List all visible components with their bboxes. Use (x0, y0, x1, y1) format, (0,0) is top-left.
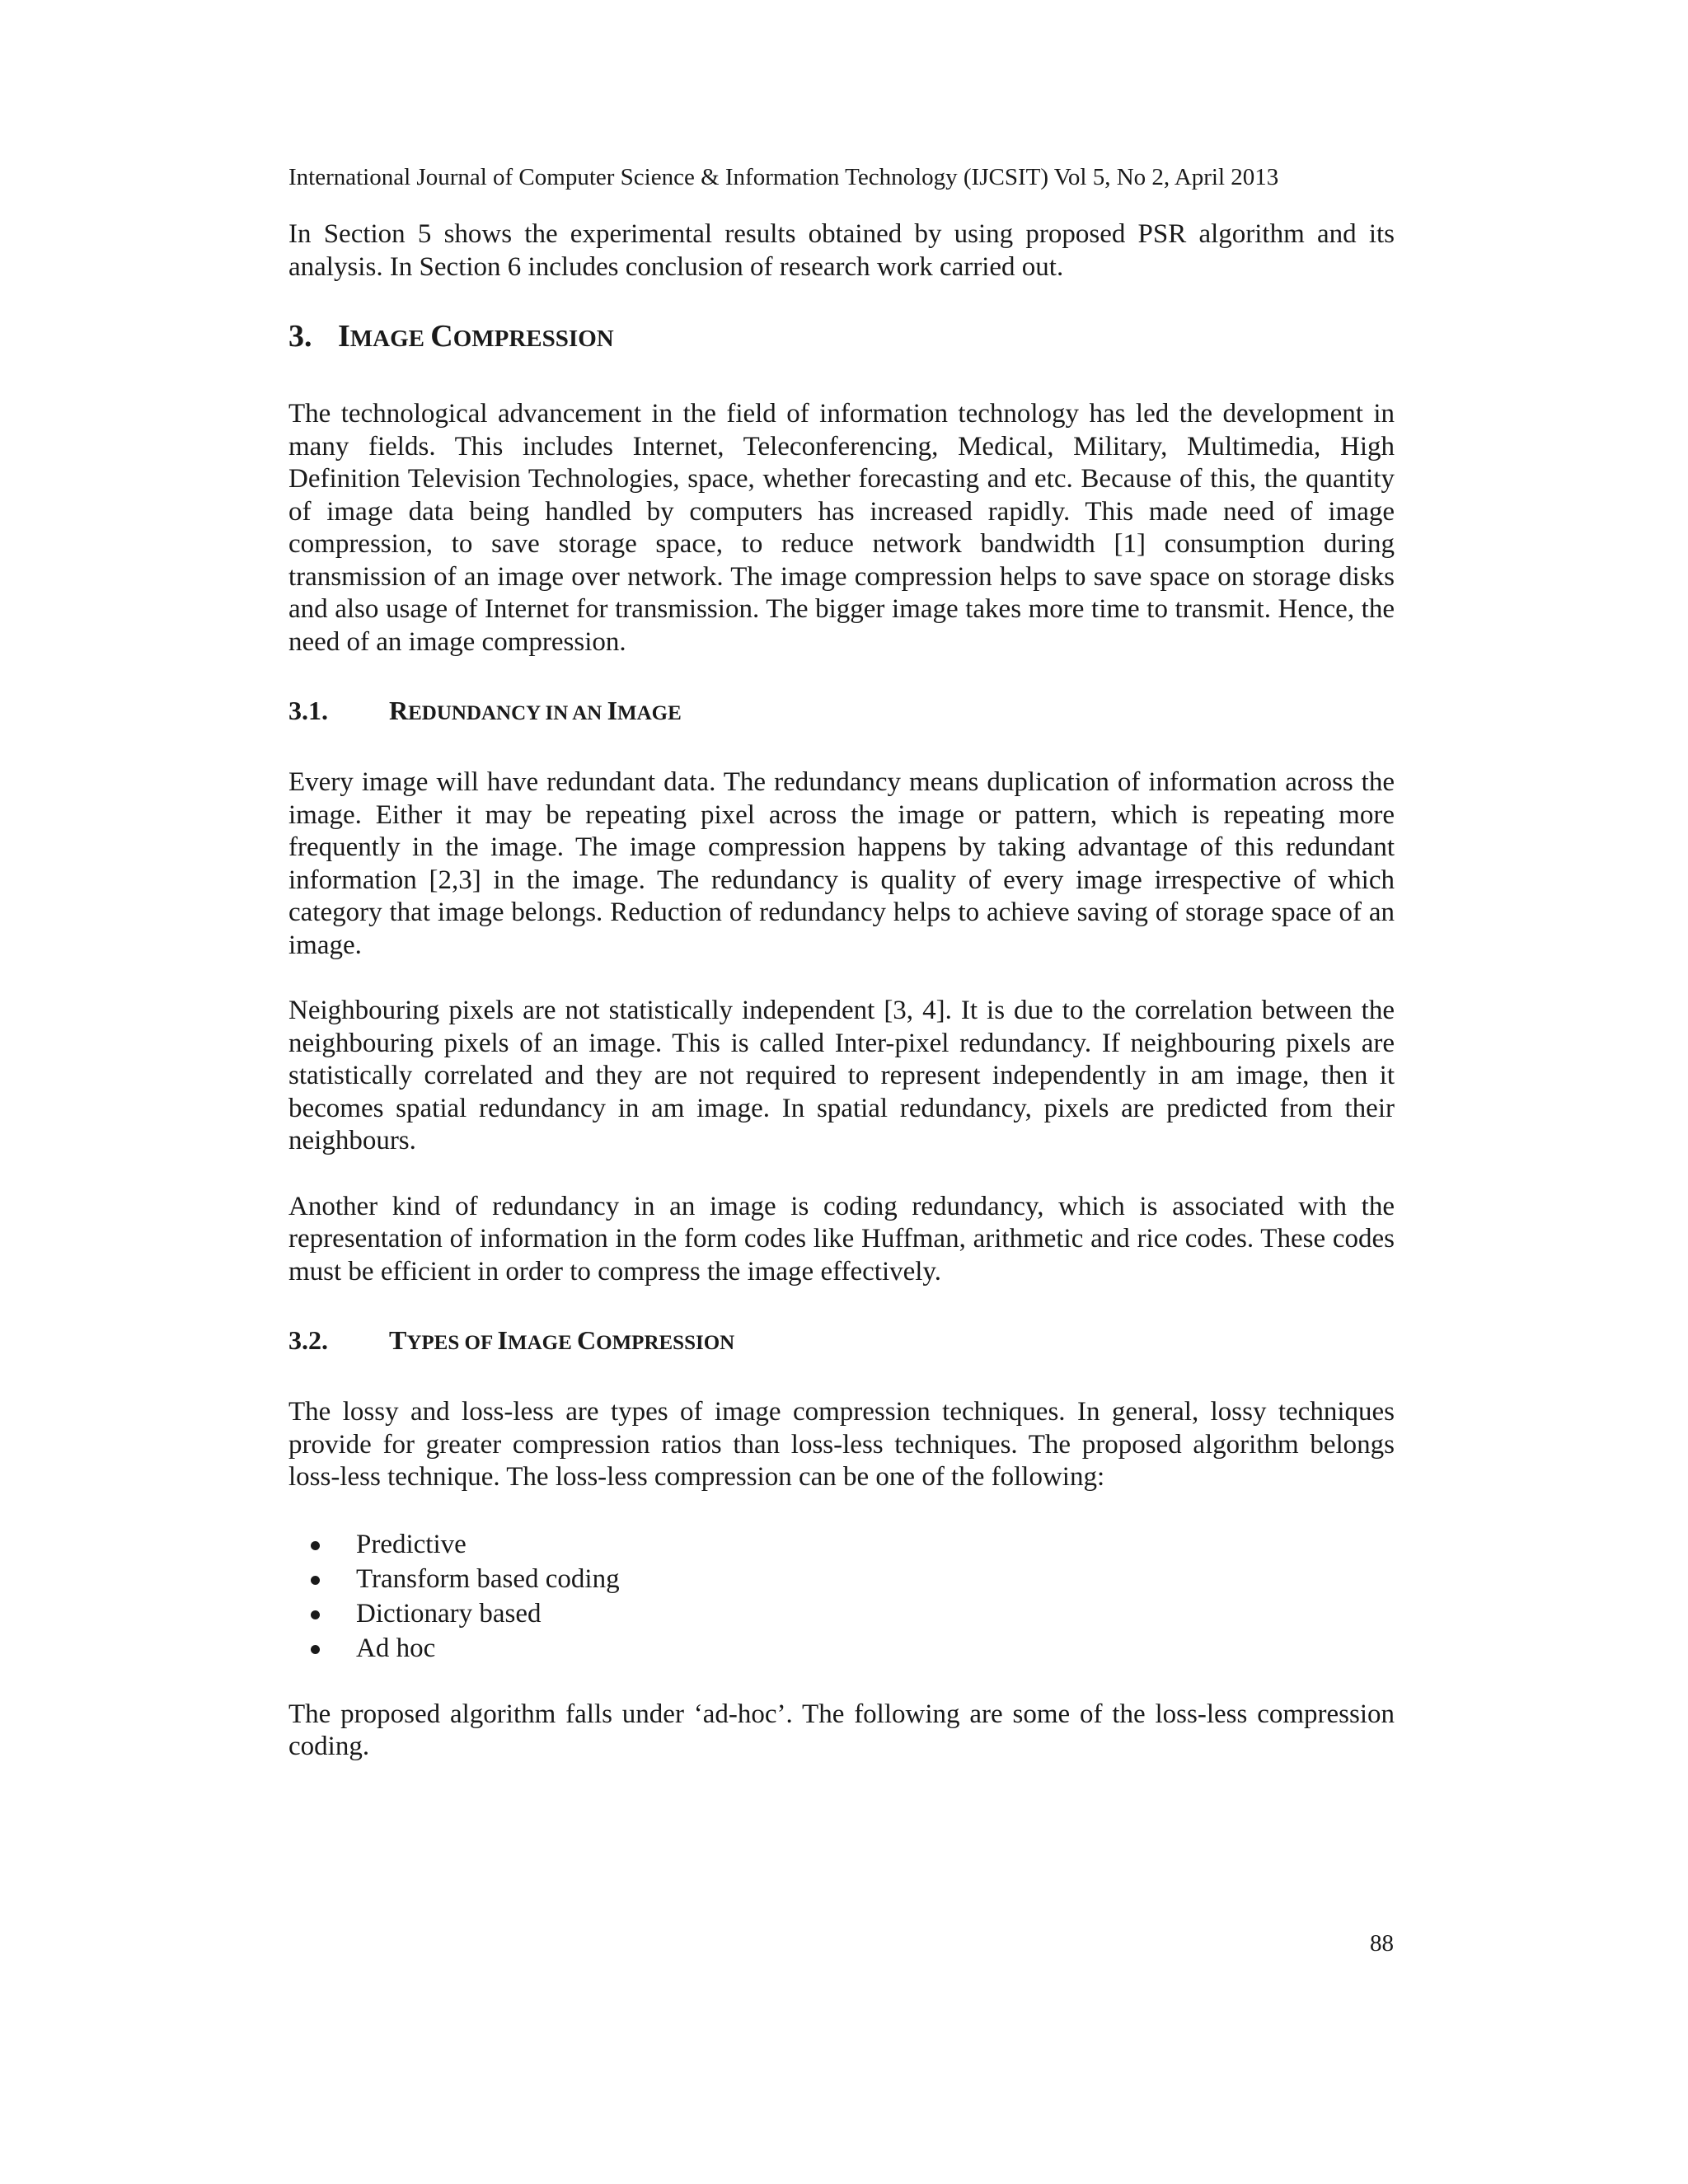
list-item: Transform based coding (288, 1562, 1395, 1596)
list-item: Dictionary based (288, 1596, 1395, 1631)
section-3-2-paragraph: The lossy and loss-less are types of image compression techniques. In general, lossy techniques provide for greater compression ratios than loss-less techniques. The proposed algorithm belongs loss-less technique. The loss-less compression can be one of the following: (288, 1397, 1395, 1492)
compression-types-list (288, 1527, 1395, 1666)
page-body (288, 161, 1395, 1764)
section-3-2-heading: 3.2. TYPES OF IMAGE COMPRESSION (288, 1325, 735, 1355)
page-number: 88 (1370, 1930, 1394, 1957)
section-3-heading: 3. IMAGE COMPRESSION (288, 319, 614, 354)
section-3-1-number: 3.1. (288, 696, 328, 725)
section-3-number: 3. (288, 319, 312, 354)
section-3-1-paragraph-1: Every image will have redundant data. The redundancy means duplication of information across the image. Either it may be repeating pixel across the image or pattern, which is repeating more frequently in the image. The image compression happens by taking advantage of this redundant information [2,3] in the image. The redundancy is quality of every image irrespective of which category that image belongs. Reduction of redundancy helps to achieve saving of storage space of an image. (288, 767, 1395, 960)
list-item: Ad hoc (288, 1631, 1395, 1666)
running-header: International Journal of Computer Science & Information Technology (IJCSIT) Vol 5, No 2, April 2013 (288, 164, 1279, 190)
section-3-2-number: 3.2. (288, 1325, 328, 1355)
section-3-1-paragraph-2: Neighbouring pixels are not statistically independent [3, 4]. It is due to the correlation between the neighbouring pixels of an image. This is called Inter-pixel redundancy. If neighbouring pixels are statistically correlated and they are not required to represent independently in am image, then it becomes spatial redundancy in am image. In spatial redundancy, pixels are predicted from their neighbours. (288, 996, 1395, 1155)
section-3-1-paragraph-3: Another kind of redundancy in an image is coding redundancy, which is associated with the representation of information in the form codes like Huffman, arithmetic and rice codes. These codes must be efficient in order to compress the image effectively. (288, 1191, 1395, 1286)
bullet-icon (311, 1541, 320, 1550)
section-3-1-heading: 3.1. REDUNDANCY IN AN IMAGE (288, 696, 682, 725)
list-item: Predictive (288, 1527, 1395, 1562)
bullet-icon (311, 1576, 320, 1585)
bullet-icon (311, 1645, 320, 1654)
section-3-2-closing-paragraph: The proposed algorithm falls under ‘ad-hoc’. The following are some of the loss-less compression coding. (288, 1699, 1395, 1761)
intro-paragraph: In Section 5 shows the experimental results obtained by using proposed PSR algorithm and its analysis. In Section 6 includes conclusion of research work carried out. (288, 219, 1395, 282)
bullet-icon (311, 1610, 320, 1619)
section-3-paragraph: The technological advancement in the field of information technology has led the development in many fields. This includes Internet, Teleconferencing, Medical, Military, Multimedia, High Definition Television Technologies, space, whether forecasting and etc. Because of this, the quantity of image data being handled by computers has increased rapidly. This made need of image compression, to save storage space, to reduce network bandwidth [1] consumption during transmission of an image over network. The image compression helps to save space on storage disks and also usage of Internet for transmission. The bigger image takes more time to transmit. Hence, the need of an image compression. (288, 399, 1395, 657)
